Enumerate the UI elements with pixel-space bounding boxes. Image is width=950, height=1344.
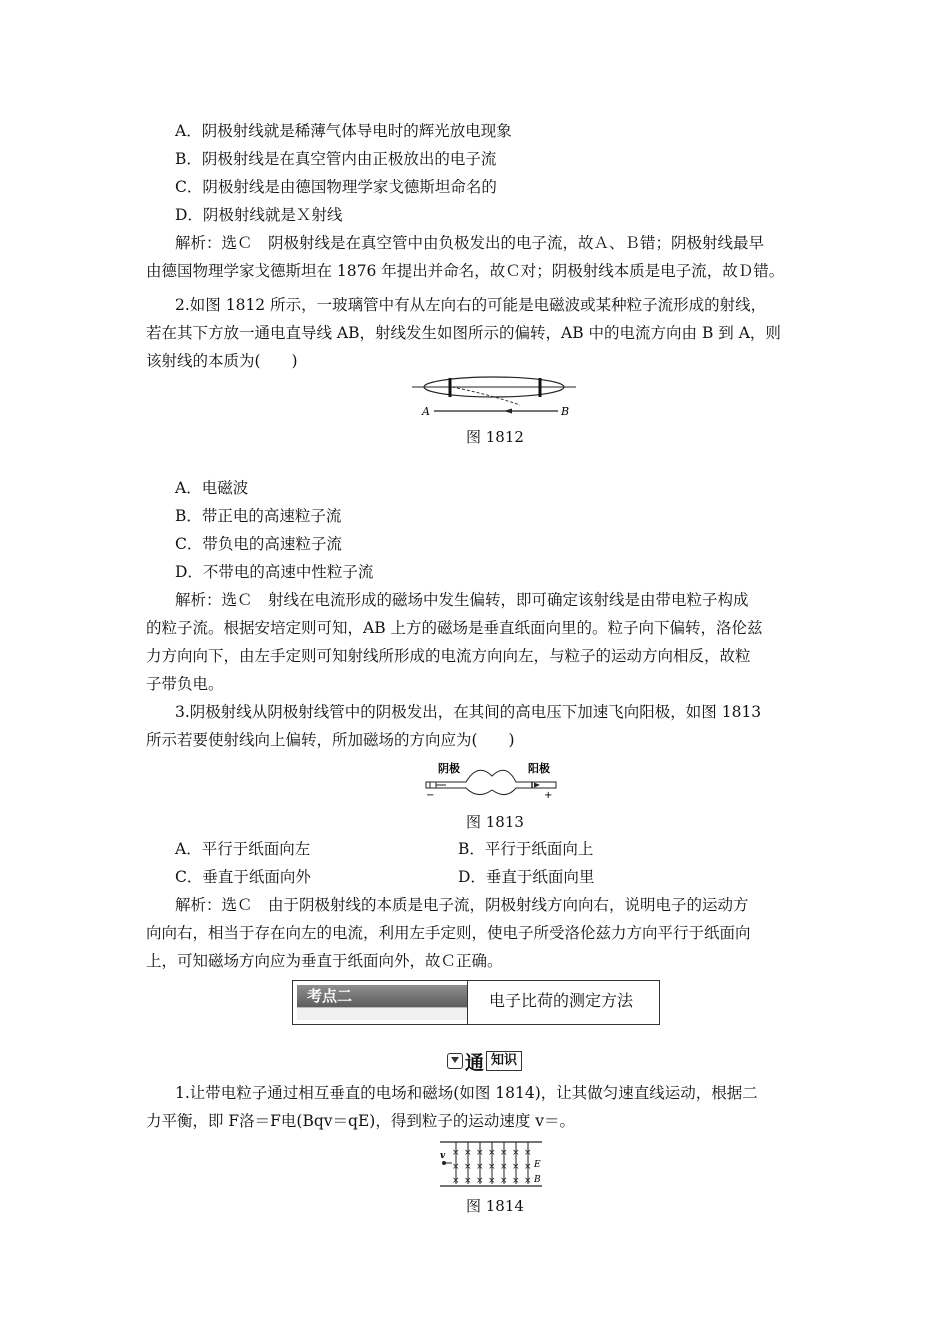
svg-text:×: × bbox=[452, 1162, 460, 1172]
svg-text:×: × bbox=[512, 1162, 520, 1172]
figure-caption: 图 1813 bbox=[466, 813, 524, 831]
plus-sign: + bbox=[544, 790, 553, 800]
k1-line: 1.让带电粒子通过相互垂直的电场和磁场(如图 1814)，让其做匀速直线运动，根据二 bbox=[175, 1084, 758, 1102]
q1-option-d: D．阴极射线就是Ｘ射线 bbox=[175, 206, 343, 224]
svg-text:×: × bbox=[488, 1162, 496, 1172]
figure-caption: 图 1814 bbox=[466, 1197, 524, 1215]
q2-stem-line: 该射线的本质为( ) bbox=[146, 352, 298, 370]
svg-text:×: × bbox=[464, 1176, 472, 1186]
k1-line: 力平衡，即 F洛＝F电(Bqv＝qE)，得到粒子的运动速度 v＝。 bbox=[146, 1112, 576, 1130]
field-b-label: B bbox=[534, 1175, 541, 1185]
q3-option-a: A．平行于纸面向左 bbox=[175, 840, 311, 858]
svg-text:×: × bbox=[476, 1176, 484, 1186]
anode-label: 阳极 bbox=[528, 762, 550, 775]
q2-stem-line: 若在其下方放一通电直导线 AB，射线发生如图所示的偏转，AB 中的电流方向由 B 到 A，则 bbox=[146, 324, 781, 342]
q2-option-d: D．不带电的高速中性粒子流 bbox=[175, 563, 374, 581]
glass-tube-figure bbox=[408, 370, 580, 422]
q3-option-c: C．垂直于纸面向外 bbox=[175, 868, 311, 886]
q1-analysis-line: 解析：选Ｃ 阴极射线是在真空管中由负极发出的电子流，故Ａ、Ｂ错；阴极射线最早 bbox=[175, 234, 765, 252]
crossed-fields-figure bbox=[436, 1138, 546, 1190]
svg-text:×: × bbox=[488, 1148, 496, 1158]
svg-text:×: × bbox=[500, 1176, 508, 1186]
q2-analysis-line: 的粒子流。根据安培定则可知，AB 上方的磁场是垂直纸面向里的。粒子向下偏转，洛伦兹 bbox=[146, 619, 763, 637]
svg-text:×: × bbox=[452, 1148, 460, 1158]
figure-caption: 图 1812 bbox=[466, 428, 524, 446]
section-tag-underbar bbox=[297, 1007, 467, 1020]
svg-text:×: × bbox=[524, 1148, 532, 1158]
q1-option-c: C．阴极射线是由德国物理学家戈德斯坦命名的 bbox=[175, 178, 497, 196]
wire-label-b: B bbox=[561, 405, 570, 418]
wire-label-a: A bbox=[422, 405, 430, 418]
field-e-label: E bbox=[534, 1160, 541, 1170]
q2-analysis-line: 子带负电。 bbox=[146, 675, 224, 693]
q2-analysis-line: 力方向向下，由左手定则可知射线所形成的电流方向向左，与粒子的运动方向相反，故粒 bbox=[146, 647, 751, 665]
svg-text:×: × bbox=[524, 1176, 532, 1186]
badge-main: 通 bbox=[465, 1051, 485, 1074]
section-header bbox=[292, 980, 660, 1025]
q3-analysis-line: 向向右，相当于存在向左的电流，利用左手定则，使电子所受洛伦兹力方向平行于纸面向 bbox=[146, 924, 751, 942]
q1-option-a: A．阴极射线就是稀薄气体导电时的辉光放电现象 bbox=[175, 122, 512, 140]
q1-option-b: B．阴极射线是在真空管内由正极放出的电子流 bbox=[175, 150, 497, 168]
svg-text:×: × bbox=[452, 1176, 460, 1186]
q2-option-a: A．电磁波 bbox=[175, 479, 249, 497]
section-divider bbox=[467, 981, 468, 1024]
cathode-label: 阴极 bbox=[438, 762, 460, 775]
q1-analysis-line: 由德国物理学家戈德斯坦在 1876 年提出并命名，故Ｃ对；阴极射线本质是电子流，故Ｄ错。 bbox=[146, 262, 785, 280]
knowledge-badge bbox=[447, 1049, 522, 1073]
cathode-ray-tube-figure bbox=[420, 760, 560, 800]
svg-text:×: × bbox=[500, 1148, 508, 1158]
svg-text:×: × bbox=[488, 1176, 496, 1186]
q2-option-c: C．带负电的高速粒子流 bbox=[175, 535, 342, 553]
q3-option-b: B．平行于纸面向上 bbox=[458, 840, 594, 858]
svg-text:×: × bbox=[476, 1148, 484, 1158]
section-tag: 考点二 bbox=[297, 985, 467, 1007]
minus-sign: − bbox=[426, 790, 435, 800]
q3-stem-line: 3.阴极射线从阴极射线管中的阴极发出，在其间的高电压下加速飞向阳极，如图 1813 bbox=[175, 703, 762, 721]
section-title: 电子比荷的测定方法 bbox=[489, 991, 634, 1010]
q3-stem-line: 所示若要使射线向上偏转，所加磁场的方向应为( ) bbox=[146, 731, 515, 749]
q3-analysis-line: 上，可知磁场方向应为垂直于纸面向外，故Ｃ正确。 bbox=[146, 952, 503, 970]
svg-text:×: × bbox=[524, 1162, 532, 1172]
badge-rest: 知识 bbox=[486, 1051, 522, 1071]
q2-option-b: B．带正电的高速粒子流 bbox=[175, 507, 342, 525]
velocity-label: v bbox=[440, 1151, 446, 1161]
svg-text:×: × bbox=[512, 1148, 520, 1158]
q3-option-d: D．垂直于纸面向里 bbox=[458, 868, 595, 886]
q2-analysis-line: 解析：选Ｃ 射线在电流形成的磁场中发生偏转，即可确定该射线是由带电粒子构成 bbox=[175, 591, 749, 609]
svg-text:×: × bbox=[464, 1162, 472, 1172]
svg-text:×: × bbox=[464, 1148, 472, 1158]
svg-text:×: × bbox=[500, 1162, 508, 1172]
q3-analysis-line: 解析：选Ｃ 由于阴极射线的本质是电子流，阴极射线方向向右，说明电子的运动方 bbox=[175, 896, 749, 914]
svg-text:×: × bbox=[512, 1176, 520, 1186]
badge-arrow-icon bbox=[447, 1053, 463, 1069]
q2-stem-line: 2.如图 1812 所示，一玻璃管中有从左向右的可能是电磁波或某种粒子流形成的射线， bbox=[175, 296, 767, 314]
svg-text:×: × bbox=[476, 1162, 484, 1172]
